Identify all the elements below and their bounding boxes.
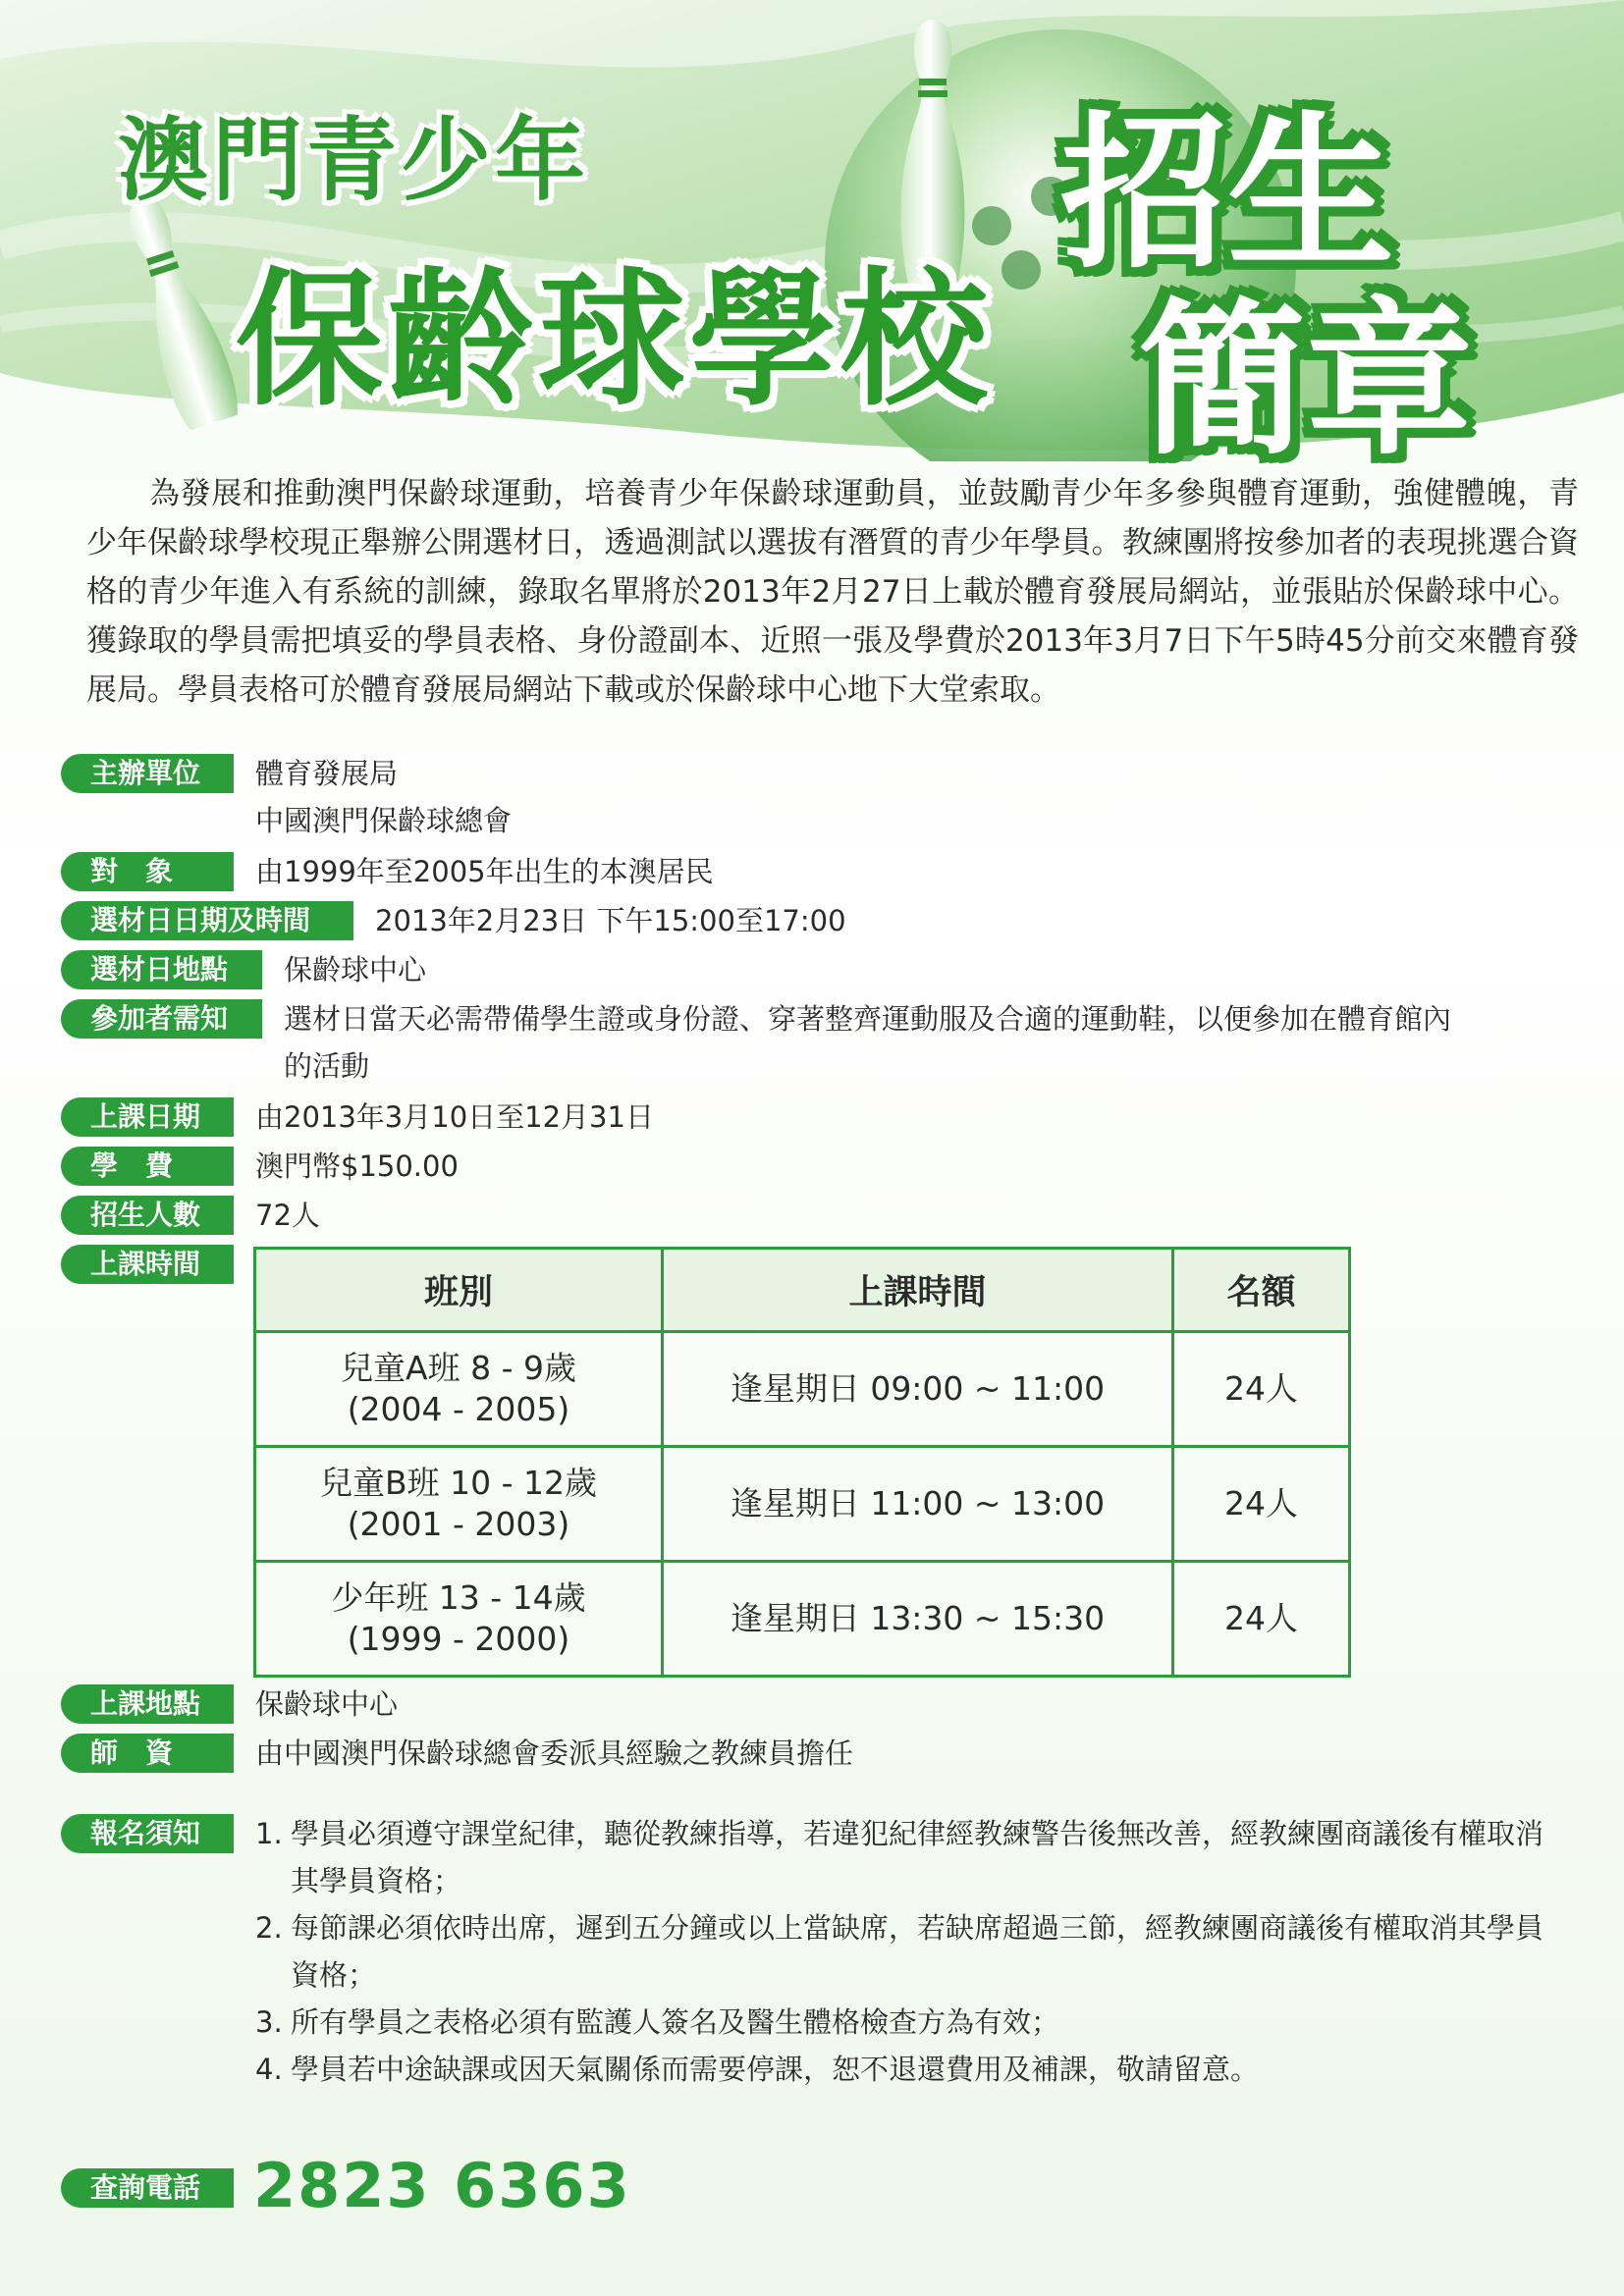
- note-text: 學員若中途缺課或因天氣關係而需要停課，恕不退還費用及補課，敬請留意。: [291, 2053, 1260, 2086]
- value-class-dates: 由2013年3月10日至12月31日: [255, 1100, 654, 1134]
- label-organizer: 主辦單位: [61, 754, 234, 793]
- row-selection-date: [61, 897, 846, 944]
- label-enrolment: 招生人數: [61, 1196, 234, 1235]
- note-text: 每節課必須依時出席，遲到五分鐘或以上當缺席，若缺席超過三節，經教練團商議後有權取消其學員資格；: [291, 1911, 1544, 1992]
- label-fee: 學 費: [61, 1147, 234, 1186]
- label-participant-notice: 參加者需知: [61, 999, 262, 1039]
- row-target: [61, 848, 714, 895]
- row-enrolment: [61, 1192, 320, 1239]
- registration-notes: [255, 1810, 1571, 2093]
- class-name: 少年班 13 - 14歲: [331, 1578, 586, 1617]
- cell-quota: 24人: [1173, 1447, 1350, 1562]
- class-years: (1999 - 2000): [347, 1620, 570, 1658]
- cell-class: [255, 1562, 663, 1677]
- label-class-dates: 上課日期: [61, 1097, 234, 1137]
- row-fee: [61, 1143, 459, 1190]
- list-item: [255, 2046, 1571, 2093]
- label-target: 對 象: [61, 852, 234, 891]
- class-name: 兒童A班 8 - 9歲: [341, 1349, 576, 1387]
- title-side-2: 簡章: [1139, 284, 1474, 478]
- value-participant-notice-1: 選材日當天必需帶備學生證或身份證、穿著整齊運動服及合適的運動鞋，以便參加在體育館內: [284, 1002, 1452, 1036]
- label-selection-date: 選材日日期及時間: [61, 901, 353, 940]
- note-number: 3.: [255, 2005, 283, 2039]
- title-line-2: 保齡球學校: [236, 255, 993, 426]
- cell-class: [255, 1447, 663, 1562]
- row-selection-venue: [61, 946, 426, 993]
- row-class-dates: [61, 1094, 654, 1141]
- value-organizer-1: 體育發展局: [255, 757, 399, 790]
- class-years: (2001 - 2003): [347, 1505, 570, 1543]
- list-item: [255, 1810, 1571, 1904]
- note-number: 2.: [255, 1911, 283, 1945]
- schedule-header-row: [255, 1249, 1350, 1332]
- list-item: [255, 1999, 1571, 2046]
- schedule-table: [253, 1247, 1351, 1678]
- value-selection-venue: 保齡球中心: [284, 953, 427, 987]
- row-organizer: [61, 750, 512, 844]
- table-row: [255, 1447, 1350, 1562]
- header-class: 班別: [255, 1249, 663, 1332]
- class-years: (2004 - 2005): [347, 1390, 570, 1428]
- label-class-venue: 上課地點: [61, 1684, 234, 1724]
- note-number: 4.: [255, 2053, 283, 2086]
- value-target: 由1999年至2005年出生的本澳居民: [255, 855, 714, 888]
- intro-paragraph: [86, 469, 1579, 715]
- value-coaches: 由中國澳門保齡球總會委派具經驗之教練員擔任: [255, 1736, 854, 1770]
- label-coaches: 師 資: [61, 1734, 234, 1773]
- label-enquiry: 查詢電話: [61, 2168, 234, 2208]
- intro-text: 為發展和推動澳門保齡球運動，培養青少年保齡球運動員，並鼓勵青少年多參與體育運動，強健體魄，青少年保齡球學校現正舉辦公開選材日，透過測試以選拔有潛質的青少年學員。教練團將按參加者的表現挑選合資格的青少年進入有系統的訓練，錄取名單將於2013年2月27日上載於體育發展局網站，並張貼於保齡球中心。獲錄取的學員需把填妥的學員表格、身份證副本、近照一張及學費於2013年3月7日下午5時45分前交來體育發展局。學員表格可於體育發展局網站下載或於保齡球中心地下大堂索取。: [86, 476, 1579, 708]
- cell-class: [255, 1332, 663, 1447]
- value-participant-notice-2: 的活動: [284, 1049, 370, 1083]
- cell-time: 逢星期日 11:00 ~ 13:00: [663, 1447, 1173, 1562]
- title-side-1: 招生: [1060, 97, 1395, 292]
- row-class-venue: [61, 1681, 398, 1728]
- class-name: 兒童B班 10 - 12歲: [320, 1464, 597, 1502]
- value-organizer-2: 中國澳門保齡球總會: [255, 804, 513, 837]
- note-text: 學員必須遵守課堂紀律，聽從教練指導，若違犯紀律經教練警告後無改善，經教練團商議後有權取消其學員資格；: [291, 1817, 1544, 1897]
- cell-quota: 24人: [1173, 1562, 1350, 1677]
- note-text: 所有學員之表格必須有監護人簽名及醫生體格檢查方為有效；: [291, 2005, 1060, 2039]
- value-selection-date: 2013年2月23日 下午15:00至17:00: [375, 904, 846, 937]
- cell-quota: 24人: [1173, 1332, 1350, 1447]
- list-item: [255, 1904, 1571, 1999]
- note-number: 1.: [255, 1817, 283, 1850]
- cell-time: 逢星期日 13:30 ~ 15:30: [663, 1562, 1173, 1677]
- value-fee: 澳門幣$150.00: [255, 1149, 459, 1183]
- row-registration: [61, 1810, 1571, 2093]
- header-quota: 名額: [1173, 1249, 1350, 1332]
- title-line-1: 澳門青少年: [118, 108, 590, 213]
- row-class-time: [61, 1241, 234, 1284]
- label-class-time: 上課時間: [61, 1245, 234, 1284]
- label-registration: 報名須知: [61, 1814, 234, 1853]
- enquiry-phone-number[interactable]: 2823 6363: [253, 2150, 631, 2221]
- table-row: [255, 1332, 1350, 1447]
- row-enquiry: [61, 2150, 631, 2221]
- row-participant-notice: [61, 995, 1580, 1090]
- table-row: [255, 1562, 1350, 1677]
- cell-time: 逢星期日 09:00 ~ 11:00: [663, 1332, 1173, 1447]
- header-banner: [0, 0, 1624, 478]
- label-selection-venue: 選材日地點: [61, 950, 262, 989]
- value-enrolment: 72人: [255, 1199, 320, 1232]
- header-time: 上課時間: [663, 1249, 1173, 1332]
- value-class-venue: 保齡球中心: [255, 1687, 399, 1721]
- row-coaches: [61, 1730, 853, 1777]
